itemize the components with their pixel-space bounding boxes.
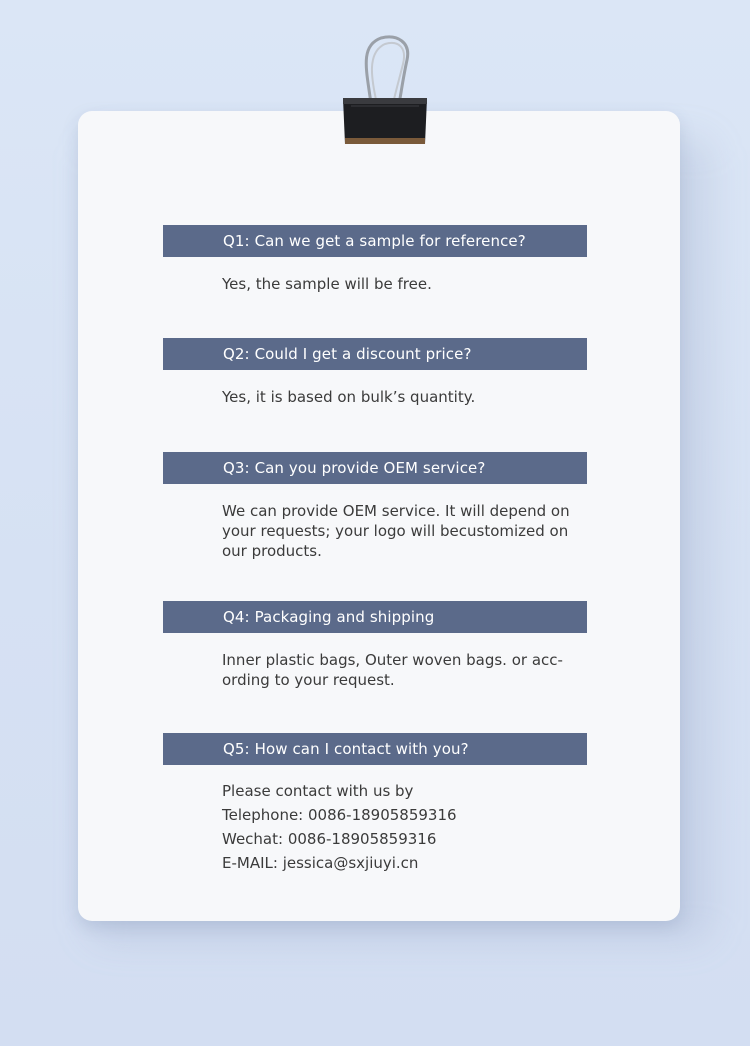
- answer-1: Yes, the sample will be free.: [222, 275, 432, 293]
- answer-3: We can provide OEM service. It will depend on your requests; your logo will becustomized on our products.: [222, 502, 570, 560]
- binder-clip-icon: [341, 32, 429, 147]
- question-bar-5: Q5: How can I contact with you?: [163, 733, 587, 765]
- question-bar-1: Q1: Can we get a sample for reference?: [163, 225, 587, 257]
- contact-telephone: Telephone: 0086-18905859316: [222, 806, 457, 824]
- answer-2: Yes, it is based on bulk’s quantity.: [222, 388, 476, 406]
- contact-info: [222, 779, 592, 875]
- contact-email: E-MAIL: jessica@sxjiuyi.cn: [222, 854, 419, 872]
- answer-4: Inner plastic bags, Outer woven bags. or acc- ording to your request.: [222, 651, 563, 689]
- contact-intro: Please contact with us by: [222, 782, 414, 800]
- question-bar-4: Q4: Packaging and shipping: [163, 601, 587, 633]
- question-bar-3: Q3: Can you provide OEM service?: [163, 452, 587, 484]
- contact-wechat: Wechat: 0086-18905859316: [222, 830, 437, 848]
- question-bar-2: Q2: Could I get a discount price?: [163, 338, 587, 370]
